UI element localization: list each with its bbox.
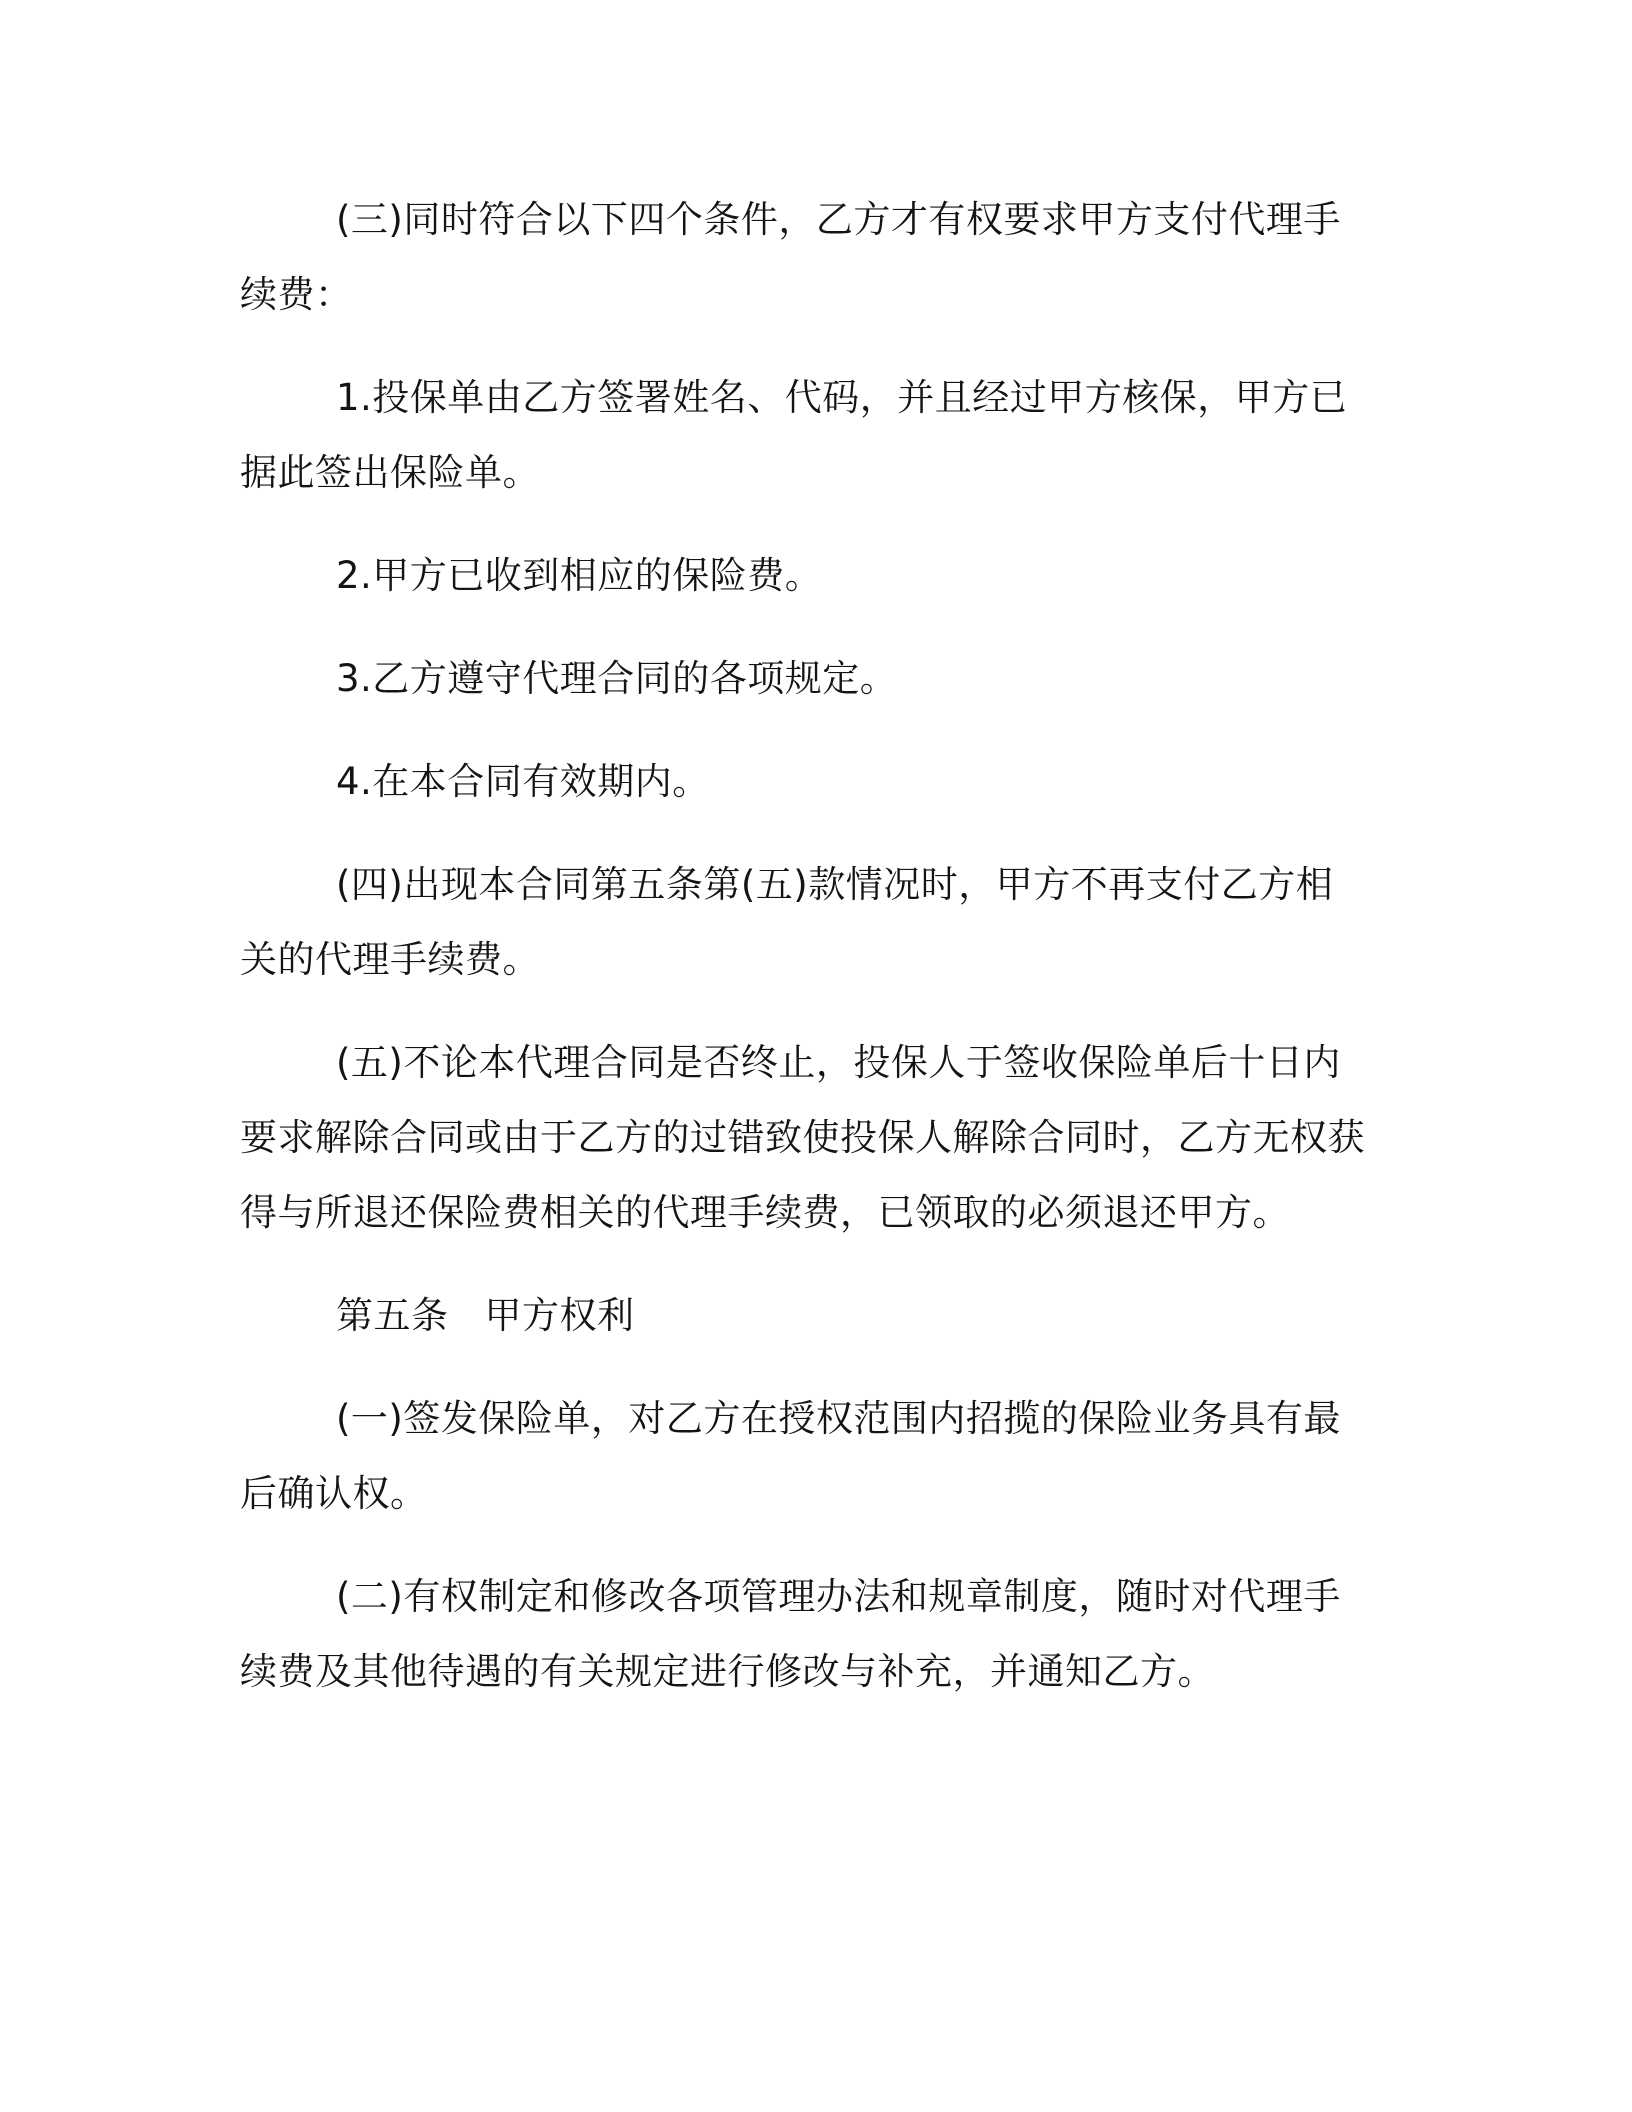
paragraph-condition-four: (四)出现本合同第五条第(五)款情况时，甲方不再支付乙方相关的代理手续费。 (240, 863, 1334, 981)
article-number: 第五条 (336, 1294, 449, 1337)
article-heading (240, 1278, 1370, 1353)
paragraph-condition-item-4: 4.在本合同有效期内。 (336, 760, 710, 803)
paragraph-condition-five: (五)不论本代理合同是否终止，投保人于签收保险单后十日内要求解除合同或由于乙方的过错致使投保人解除合同时，乙方无权获得与所退还保险费相关的代理手续费，已领取的必须退还甲方。 (240, 1041, 1365, 1234)
paragraph-condition-item-2: 2.甲方已收到相应的保险费。 (336, 554, 823, 597)
paragraph-condition-three: (三)同时符合以下四个条件，乙方才有权要求甲方支付代理手续费： (240, 198, 1341, 316)
paragraph-condition-item-1: 1.投保单由乙方签署姓名、代码，并且经过甲方核保，甲方已据此签出保险单。 (240, 376, 1348, 494)
document-body (240, 182, 1370, 1737)
paragraph-condition-item-3: 3.乙方遵守代理合同的各项规定。 (336, 657, 898, 700)
article-title: 甲方权利 (484, 1294, 635, 1337)
article-paragraph-two: (二)有权制定和修改各项管理办法和规章制度，随时对代理手续费及其他待遇的有关规定进行修改与补充，并通知乙方。 (240, 1575, 1341, 1693)
article-paragraph-one: (一)签发保险单，对乙方在授权范围内招揽的保险业务具有最后确认权。 (240, 1397, 1341, 1515)
